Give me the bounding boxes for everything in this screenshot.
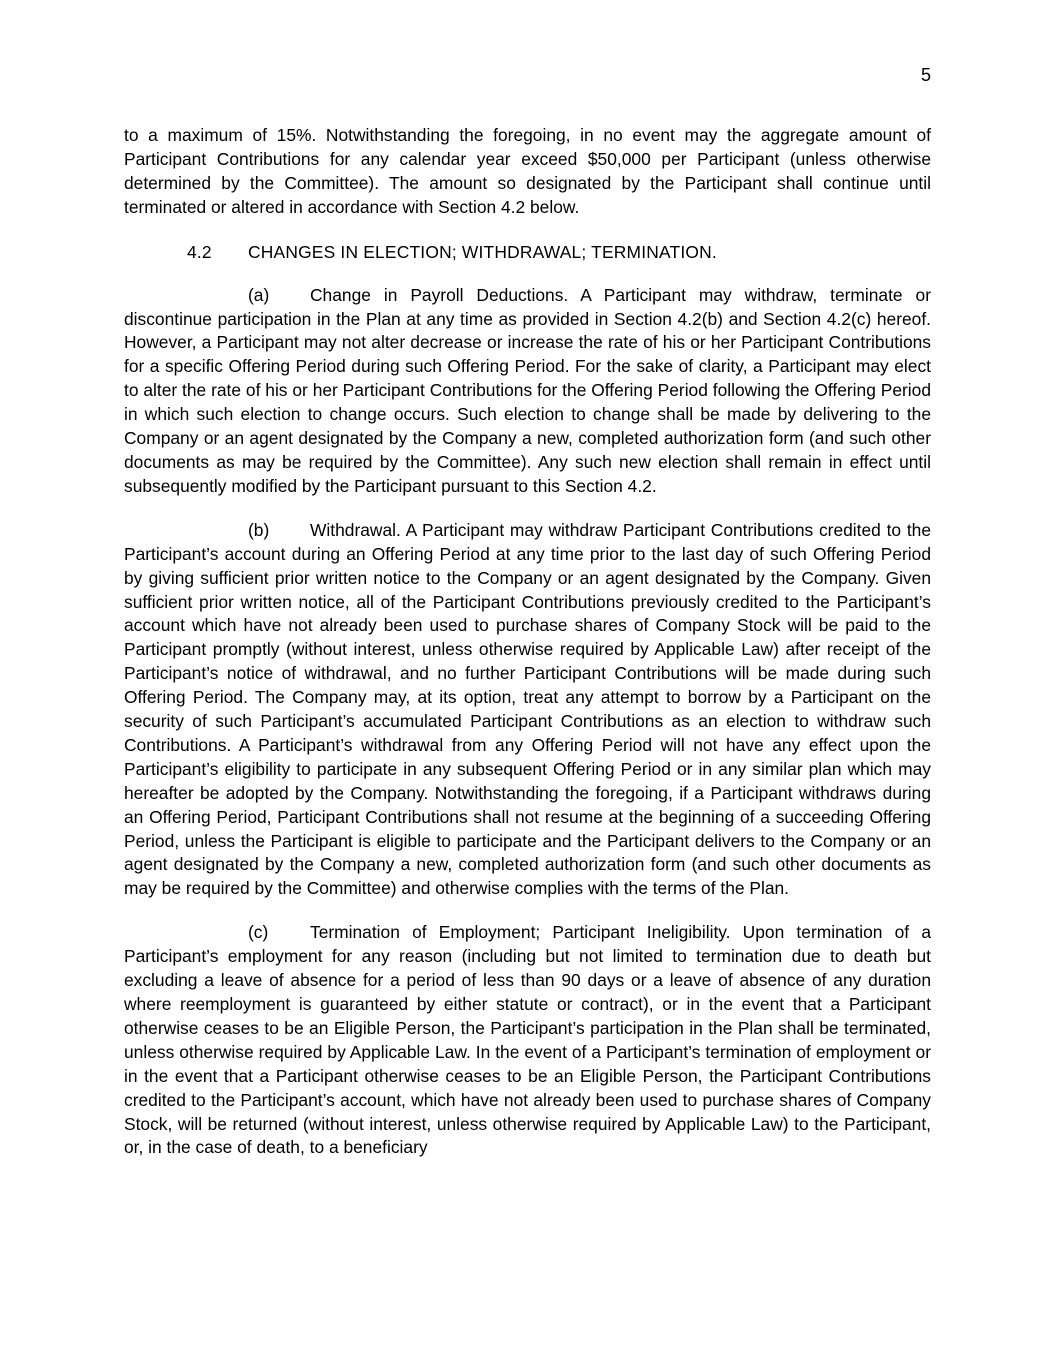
paragraph-a-text: Change in Payroll Deductions. A Participant may withdraw, terminate or discontinue participation in the Plan at any time as provided in Section 4.2(b) and Section 4.2(c) hereof. However, a Participant may not alter decrease or increase the rate of his or her Participant Contributions for a specific Offering Period during such Offering Period. For the sake of clarity, a Participant may elect to alter the rate of his or her Participant Contributions for the Offering Period following the Offering Period in which such election to change occurs. Such election to change shall be made by delivering to the Company or an agent designated by the Company a new, completed authorization form (and such other documents as may be required by the Committee). Any such new election shall remain in effect until subsequently modified by the Participant pursuant to this Section 4.2. [124, 284, 931, 496]
paragraph-b-text: Withdrawal. A Participant may withdraw Participant Contributions credited to the Participant’s account during an Offering Period at any time prior to the last day of such Offering Period by giving sufficient prior written notice to the Company or an agent designated by the Company. Given sufficient prior written notice, all of the Participant Contributions previously credited to the Participant’s account which have not already been used to purchase shares of Company Stock will be paid to the Participant promptly (without interest, unless otherwise required by Applicable Law) after receipt of the Participant’s notice of withdrawal, and no further Participant Contributions will be made during such Offering Period. The Company may, at its option, treat any attempt to borrow by a Participant on the security of such Participant’s accumulated Participant Contributions as an election to withdraw such Contributions. A Participant’s withdrawal from any Offering Period will not have any effect upon the Participant’s eligibility to participate in any subsequent Offering Period or in any similar plan which may hereafter be adopted by the Company. Notwithstanding the foregoing, if a Participant withdraws during an Offering Period, Participant Contributions shall not resume at the beginning of a succeeding Offering Period, unless the Participant is eligible to participate and the Participant delivers to the Company or an agent designated by the Company a new, completed authorization form (and such other documents as may be required by the Committee) and otherwise complies with the terms of the Plan. [124, 519, 931, 899]
page-number: 5 [920, 65, 931, 85]
paragraph-b-label: (b) [248, 519, 270, 540]
paragraph-c-label: (c) [248, 922, 269, 943]
paragraph-c-text: Termination of Employment; Participant Ineligibility. Upon termination of a Participant’s employment for any reason (including but not limited to termination due to death but excluding a leave of absence for a period of less than 90 days or a leave of absence of any duration where reemployment is guaranteed by either statute or contract), or in the event that a Participant otherwise ceases to be an Eligible Person, the Participant’s participation in the Plan shall be terminated, unless otherwise required by Applicable Law. In the event of a Participant’s termination of employment or in the event that a Participant otherwise ceases to be an Eligible Person, the Participant Contributions credited to the Participant’s account, which have not already been used to purchase shares of Company Stock, will be returned (without interest, unless otherwise required by Applicable Law) to the Participant, or, in the case of death, to a beneficiary [124, 922, 931, 1158]
section-heading [124, 240, 931, 264]
paragraph-a [124, 284, 931, 499]
intro-paragraph: to a maximum of 15%. Notwithstanding the foregoing, in no event may the aggregate amount of Participant Contributions for any calendar year exceed $50,000 per Participant (unless otherwise determined by the Committee). The amount so designated by the Participant shall continue until terminated or altered in accordance with Section 4.2 below. [124, 125, 931, 217]
paragraph-c [124, 921, 931, 1160]
paragraph-b [124, 519, 931, 902]
document-body [124, 124, 931, 1180]
paragraph-a-label: (a) [248, 284, 270, 305]
section-title: CHANGES IN ELECTION; WITHDRAWAL; TERMINATION. [248, 241, 717, 262]
section-number: 4.2 [187, 241, 212, 262]
